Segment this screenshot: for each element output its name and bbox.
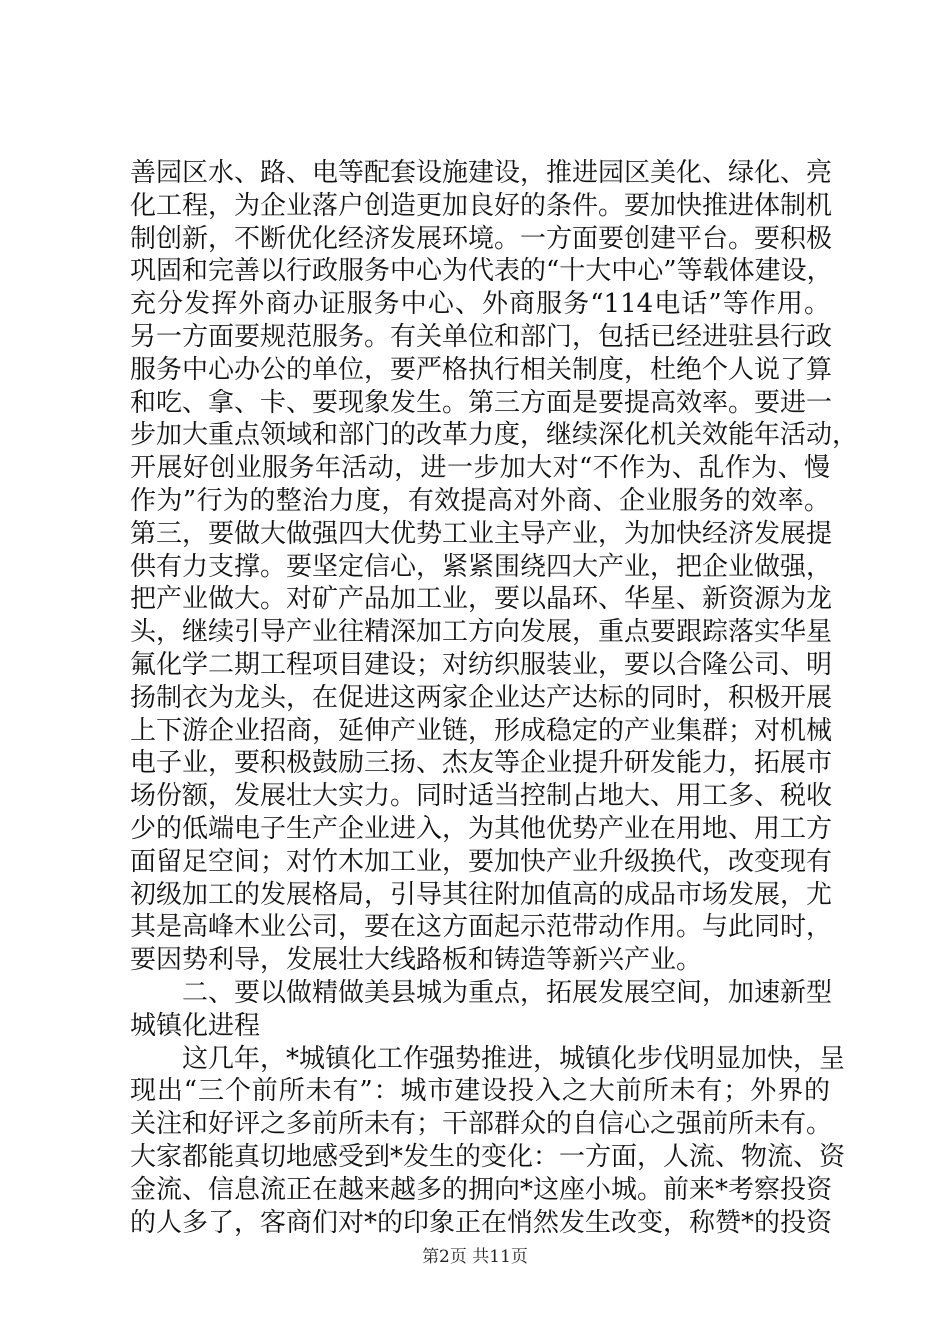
text-line: 的人多了，客商们对*的印象正在悄然发生改变，称赞*的投资 — [130, 1207, 833, 1238]
text-line: 把产业做大。对矿产品加工业，要以晶环、华星、新资源为龙 — [130, 584, 833, 615]
text-line: 金流、信息流正在越来越多的拥向*这座小城。前来*考察投资 — [130, 1174, 833, 1205]
text-line: 开展好创业服务年活动，进一步加大对“不作为、乱作为、慢 — [130, 453, 830, 484]
text-line: 第三，要做大做强四大优势工业主导产业，为加快经济发展提 — [130, 518, 833, 549]
text-line: 这几年，*城镇化工作强势推进，城镇化步伐明显加快，呈 — [182, 1043, 846, 1074]
text-line: 要因势利导，发展壮大线路板和铸造等新兴产业。 — [130, 945, 703, 976]
text-line: 电子业，要积极鼓励三扬、杰友等企业提升研发能力，拓展市 — [130, 748, 833, 779]
text-line: 制创新，不断优化经济发展环境。一方面要创建平台。要积极 — [130, 223, 833, 254]
text-line: 服务中心办公的单位，要严格执行相关制度，杜绝个人说了算 — [130, 354, 833, 385]
text-line: 关注和好评之多前所未有；干部群众的自信心之强前所未有。 — [130, 1109, 833, 1140]
text-line: 另一方面要规范服务。有关单位和部门，包括已经进驻县行政 — [130, 321, 833, 352]
text-line: 氟化学二期工程项目建设；对纺织服装业，要以合隆公司、明 — [130, 649, 833, 680]
text-line: 其是高峰木业公司，要在这方面起示范带动作用。与此同时， — [130, 912, 833, 943]
text-line: 城镇化进程 — [130, 1010, 261, 1041]
text-line: 二、要以做精做美县城为重点，拓展发展空间，加速新型 — [182, 977, 833, 1008]
text-line: 头，继续引导产业往精深加工方向发展，重点要跟踪落实华星 — [130, 617, 833, 648]
text-line: 少的低端电子生产企业进入，为其他优势产业在用地、用工方 — [130, 813, 833, 844]
text-line: 上下游企业招商，延伸产业链，形成稳定的产业集群；对机械 — [130, 715, 833, 746]
text-line: 化工程，为企业落户创造更加良好的条件。要加快推进体制机 — [130, 190, 833, 221]
body-text — [130, 157, 859, 1239]
text-line: 和吃、拿、卡、要现象发生。第三方面是要提高效率。要进一 — [130, 387, 833, 418]
text-line: 场份额，发展壮大实力。同时适当控制占地大、用工多、税收 — [130, 781, 833, 812]
text-line: 大家都能真切地感受到*发生的变化：一方面，人流、物流、资 — [130, 1141, 846, 1172]
text-line: 步加大重点领域和部门的改革力度，继续深化机关效能年活动， — [130, 420, 859, 451]
text-line: 供有力支撑。要坚定信心，紧紧围绕四大产业，把企业做强， — [130, 551, 833, 582]
page-footer: 第2页 共11页 — [422, 1247, 528, 1267]
text-line: 面留足空间；对竹木加工业，要加快产业升级换代，改变现有 — [130, 846, 833, 877]
text-line: 巩固和完善以行政服务中心为代表的“十大中心”等载体建设， — [130, 256, 833, 287]
text-line: 充分发挥外商办证服务中心、外商服务“114电话”等作用。 — [130, 289, 830, 320]
text-line: 作为”行为的整治力度，有效提高对外商、企业服务的效率。 — [130, 485, 830, 516]
text-line: 现出“三个前所未有”：城市建设投入之大前所未有；外界的 — [130, 1076, 830, 1107]
text-line: 扬制衣为龙头，在促进这两家企业达产达标的同时，积极开展 — [130, 682, 833, 713]
text-line: 善园区水、路、电等配套设施建设，推进园区美化、绿化、亮 — [130, 158, 833, 188]
text-line: 初级加工的发展格局，引导其往附加值高的成品市场发展，尤 — [130, 879, 833, 910]
